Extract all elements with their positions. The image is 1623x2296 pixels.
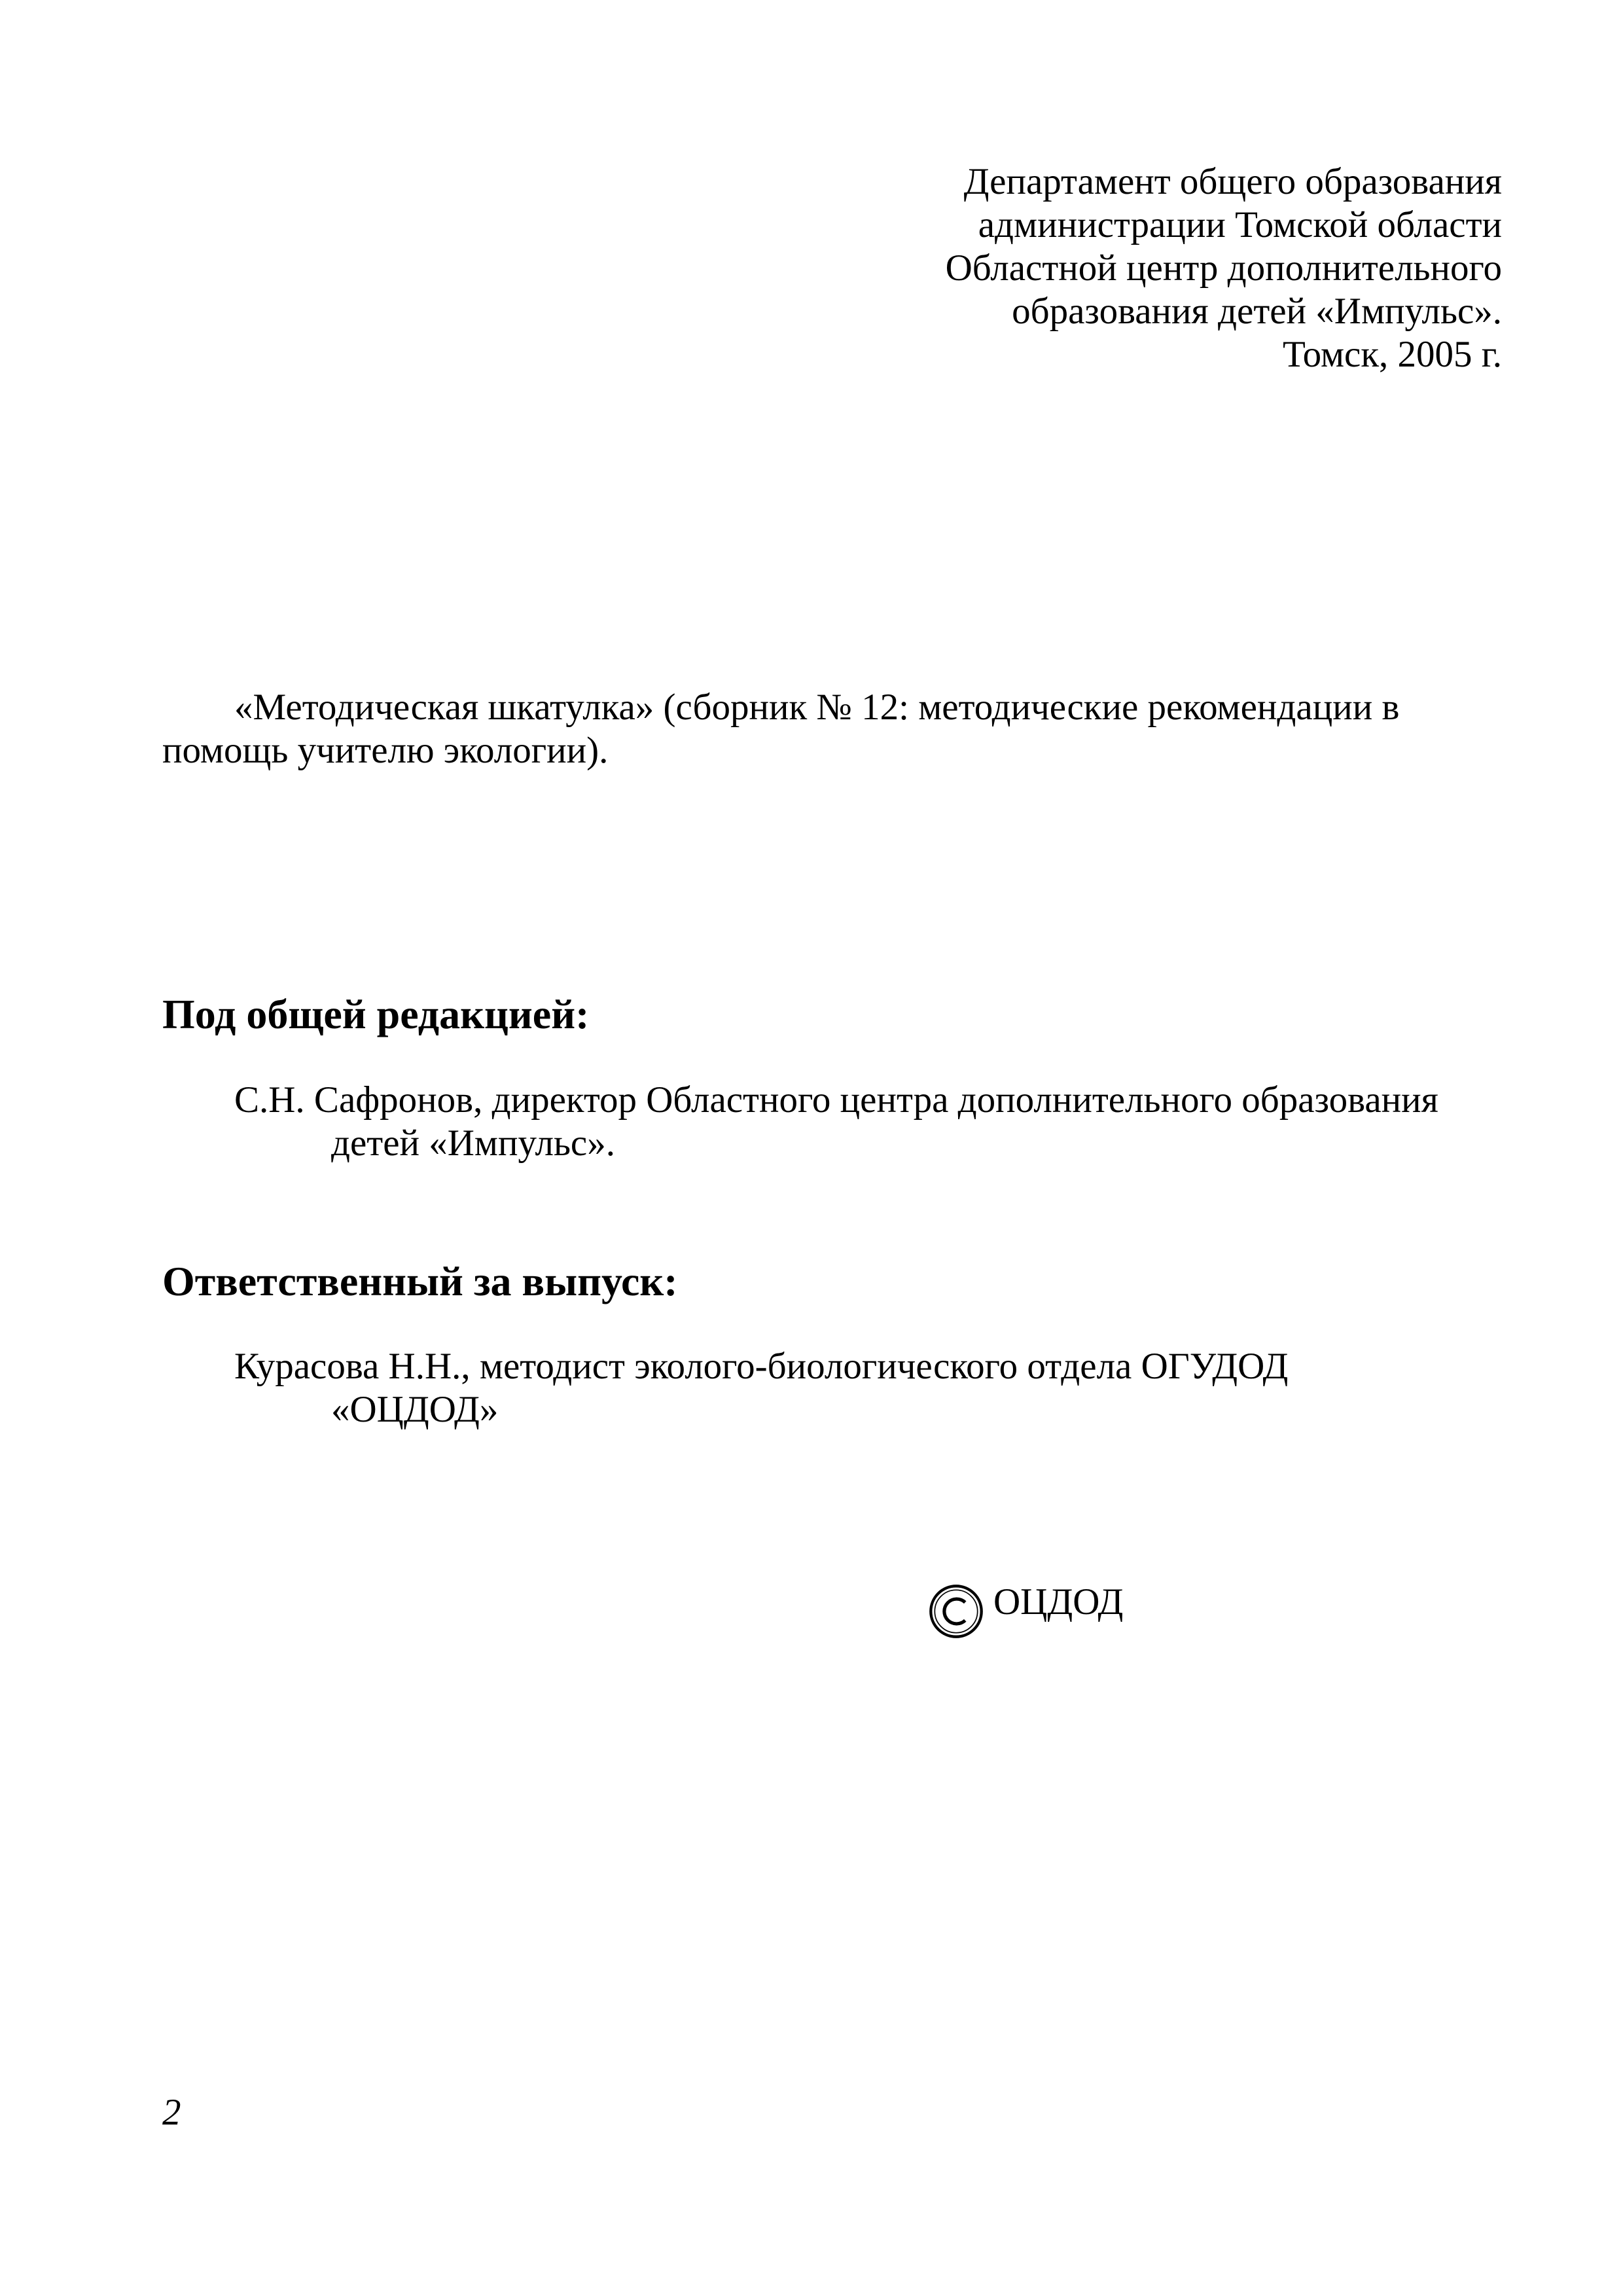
- org-line-center-name: образования детей «Импульс».: [1012, 291, 1502, 332]
- org-line-administration: администрации Томской области: [978, 204, 1502, 245]
- responsible-entry-line: Курасова Н.Н., методист эколого-биологического отдела ОГУДОД: [234, 1346, 1289, 1387]
- editor-entry-continuation: детей «Импульс».: [331, 1122, 615, 1164]
- page-number: 2: [162, 2092, 181, 2133]
- responsible-entry-continuation: «ОЦДОД»: [331, 1389, 499, 1430]
- copyright-holder: ОЦДОД: [993, 1581, 1124, 1623]
- org-line-department: Департамент общего образования: [963, 161, 1502, 202]
- editor-entry-line: С.Н. Сафронов, директор Областного центра дополнительного образования: [234, 1079, 1438, 1121]
- org-line-city-year: Томск, 2005 г.: [1283, 334, 1502, 375]
- organization-header: [946, 160, 1502, 376]
- responsible-heading: Ответственный за выпуск:: [162, 1258, 678, 1304]
- org-line-center: Областной центр дополнительного: [945, 247, 1502, 289]
- responsible-entry: [234, 1345, 1288, 1431]
- editor-heading: Под общей редакцией:: [162, 991, 590, 1037]
- copyright-notice: [928, 1581, 1123, 1640]
- collection-description: «Методическая шкатулка» (сборник № 12: методические рекомендации в помощь учителю экологии).: [162, 687, 1400, 771]
- copyright-icon: [928, 1583, 984, 1640]
- editor-entry: [234, 1079, 1438, 1165]
